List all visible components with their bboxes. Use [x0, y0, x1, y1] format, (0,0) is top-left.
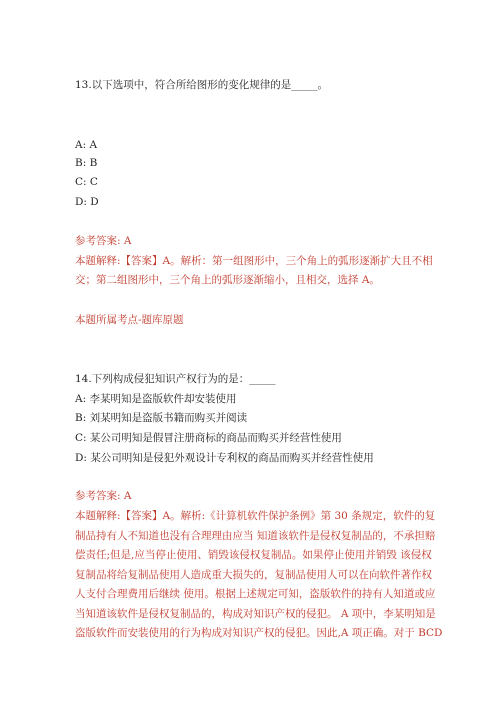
q13-answer: 参考答案: A	[75, 235, 132, 247]
q13-explanation-line: 本题解释:【答案】A。解析：第一组图形中，三个角上的弧形逐渐扩大且不相	[75, 255, 433, 267]
q14-explanation-line: 本题解释:【答案】A。解析:《计算机软件保护条例》第 30 条规定，软件的复	[75, 510, 436, 522]
q13-option-d: D: D	[75, 196, 99, 208]
q13-option-b: B: B	[75, 157, 98, 169]
q13-option-a: A: A	[75, 139, 98, 151]
q14-question: 14.下列构成侵犯知识产权行为的是：_____	[75, 373, 276, 385]
q13-source: 本题所属考点-题库原题	[75, 314, 184, 326]
q14-option-d: D: 某公司明知是侵犯外观设计专利权的商品而购买并经营性使用	[75, 452, 374, 464]
q13-explanation-line: 交；第二组图形中，三个角上的弧形逐渐缩小，且相交，选择 A。	[75, 274, 380, 286]
q14-option-a: A: 李某明知是盗版软件却安装使用	[75, 393, 237, 405]
q14-explanation-line: 盗版软件而安装使用的行为构成对知识产权的侵犯。因此,A 项正确。对于 BCD	[75, 627, 443, 639]
q13-question: 13.以下选项中，符合所给图形的变化规律的是_____。	[75, 79, 328, 91]
q14-explanation-line: 复制品将给复制品使用人造成重大损失的，复制品使用人可以在向软件著作权	[75, 569, 432, 581]
q14-explanation-line: 制品持有人不知道也没有合理理由应当 知道该软件是侵权复制品的，不承担赔	[75, 530, 436, 542]
q14-explanation-line: 偿责任;但是,应当停止使用、销毁该侵权复制品。如果停止使用并销毁 该侵权	[75, 549, 432, 561]
q14-explanation-line: 人支付合理费用后继续 使用。根据上述规定可知，盗版软件的持有人知道或应	[75, 588, 436, 600]
q14-explanation-line: 当知道该软件是侵权复制品的，构成对知识产权的侵犯。 A 项中，李某明知是	[75, 608, 436, 620]
q13-option-c: C: C	[75, 176, 98, 188]
q14-option-c: C: 某公司明知是假冒注册商标的商品而购买并经营性使用	[75, 432, 342, 444]
q14-answer: 参考答案: A	[75, 490, 132, 502]
q14-option-b: B: 刘某明知是盗版书籍而购买并阅读	[75, 412, 248, 424]
